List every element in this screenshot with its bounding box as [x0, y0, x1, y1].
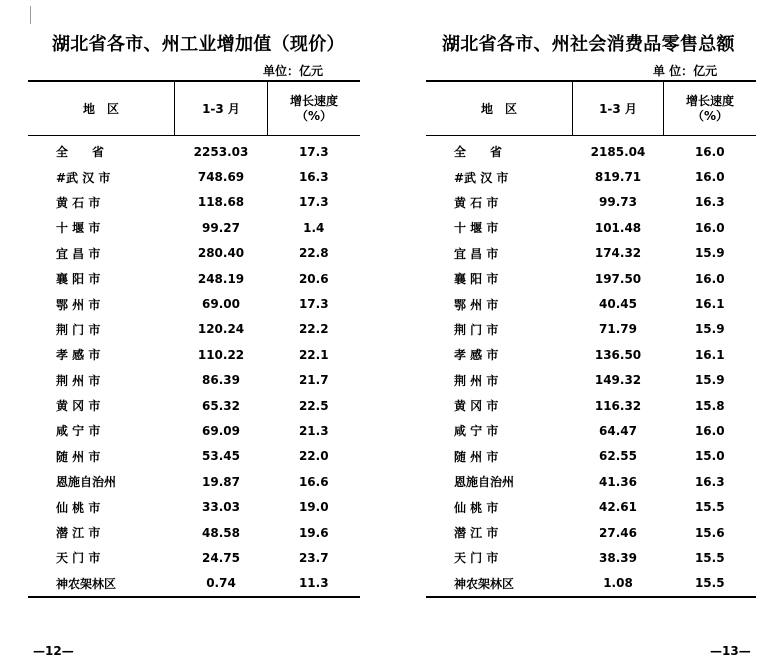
growth-cell: 16.0	[694, 170, 725, 185]
value-cell: 38.39	[599, 550, 637, 565]
value-cell: 69.09	[202, 423, 240, 438]
growth-cell: 16.6	[298, 474, 329, 489]
region-cell: 宜 昌 市	[454, 246, 499, 261]
table-row	[28, 215, 360, 240]
growth-cell: 15.5	[694, 500, 725, 515]
left-unit-label: 单位：亿元	[263, 64, 324, 78]
region-cell: 十 堰 市	[454, 221, 499, 236]
table-row	[28, 136, 360, 165]
growth-cell: 16.0	[694, 144, 725, 159]
growth-cell: 15.6	[694, 525, 725, 540]
value-cell: 748.69	[197, 170, 245, 185]
header-growth	[268, 81, 361, 136]
region-cell: 十 堰 市	[56, 221, 101, 236]
table-row	[426, 136, 756, 165]
region-cell: 仙 桃 市	[56, 500, 101, 515]
value-cell: 116.32	[594, 398, 642, 413]
region-cell: 全 省	[56, 145, 105, 160]
region-cell: 荆 州 市	[56, 373, 101, 388]
right-page-title: 湖北省各市、州社会消费品零售总额	[442, 34, 735, 55]
value-cell: 149.32	[594, 373, 642, 388]
growth-cell: 16.0	[694, 220, 725, 235]
table-row	[28, 469, 360, 494]
right-page-number: —13—	[710, 644, 751, 658]
region-cell: 神农架林区	[426, 571, 573, 597]
value-cell: 42.61	[599, 500, 637, 515]
value-cell: 101.48	[594, 220, 642, 235]
industrial-value-table	[28, 80, 360, 598]
growth-cell: 16.3	[694, 195, 725, 210]
header-period: 1-3 月	[175, 81, 268, 136]
left-page	[0, 0, 390, 668]
value-cell: 174.32	[594, 246, 642, 261]
value-cell: 136.50	[594, 347, 642, 362]
table-row	[426, 469, 756, 494]
value-cell: 0.74	[175, 571, 268, 597]
value-cell: 86.39	[202, 373, 240, 388]
value-cell: 69.00	[202, 297, 240, 312]
table-row	[28, 241, 360, 266]
crop-mark	[30, 6, 31, 24]
growth-cell: 22.1	[298, 347, 329, 362]
header-region: 地 区	[28, 81, 175, 136]
growth-cell: 22.0	[298, 449, 329, 464]
header-growth-unit: （%）	[691, 108, 729, 123]
region-cell: 天 门 市	[56, 551, 101, 566]
growth-cell: 16.0	[694, 423, 725, 438]
table-row	[426, 342, 756, 367]
region-cell: 恩施自治州	[454, 475, 515, 490]
region-cell: 荆 门 市	[454, 322, 499, 337]
region-cell: 潜 江 市	[454, 526, 499, 541]
region-cell: 黄 冈 市	[56, 399, 101, 414]
table-row	[426, 291, 756, 316]
right-page	[390, 0, 781, 668]
growth-cell: 22.5	[298, 398, 329, 413]
value-cell: 99.27	[202, 220, 240, 235]
region-cell: 随 州 市	[454, 449, 499, 464]
growth-cell: 16.1	[694, 297, 725, 312]
table-row	[426, 520, 756, 545]
growth-cell: 15.5	[694, 550, 725, 565]
table-row	[28, 291, 360, 316]
region-cell: 咸 宁 市	[56, 424, 101, 439]
table-row	[426, 317, 756, 342]
growth-cell: 1.4	[303, 220, 325, 235]
value-cell: 65.32	[202, 398, 240, 413]
table-row	[28, 393, 360, 418]
region-cell: 黄 石 市	[56, 195, 101, 210]
table-row	[28, 571, 360, 597]
table-row	[28, 494, 360, 519]
region-cell: 荆 州 市	[454, 373, 499, 388]
left-page-title: 湖北省各市、州工业增加值（现价）	[52, 34, 345, 55]
table-row	[426, 494, 756, 519]
region-cell: 孝 感 市	[56, 348, 101, 363]
growth-cell: 15.9	[694, 322, 725, 337]
value-cell: 19.87	[202, 474, 240, 489]
value-cell: 1.08	[573, 571, 664, 597]
region-cell: 黄 石 市	[454, 195, 499, 210]
table-row	[28, 317, 360, 342]
region-cell: 恩施自治州	[56, 475, 117, 490]
value-cell: 197.50	[594, 271, 642, 286]
growth-cell: 21.7	[298, 373, 329, 388]
table-row	[28, 520, 360, 545]
region-cell: 潜 江 市	[56, 526, 101, 541]
table-row	[426, 241, 756, 266]
table-row	[28, 444, 360, 469]
growth-cell: 16.1	[694, 347, 725, 362]
table-body	[28, 136, 360, 598]
table-row	[426, 545, 756, 570]
value-cell: 53.45	[202, 449, 240, 464]
region-cell: 黄 冈 市	[454, 399, 499, 414]
growth-cell: 22.8	[298, 246, 329, 261]
value-cell: 110.22	[197, 347, 245, 362]
table-row	[426, 190, 756, 215]
region-cell: #武 汉 市	[56, 170, 111, 185]
table-row	[28, 342, 360, 367]
table-row	[426, 215, 756, 240]
growth-cell: 22.2	[298, 322, 329, 337]
growth-cell: 21.3	[298, 423, 329, 438]
region-cell: 鄂 州 市	[56, 297, 101, 312]
value-cell: 2253.03	[193, 144, 249, 159]
left-page-number: —12—	[33, 644, 74, 658]
growth-cell: 16.3	[694, 474, 725, 489]
table-row	[426, 266, 756, 291]
value-cell: 280.40	[197, 246, 245, 261]
table-header-row	[28, 81, 360, 136]
value-cell: 33.03	[202, 500, 240, 515]
table-row	[426, 368, 756, 393]
value-cell: 819.71	[594, 170, 642, 185]
region-cell: 咸 宁 市	[454, 424, 499, 439]
table-row	[426, 164, 756, 189]
region-cell: #武 汉 市	[454, 170, 509, 185]
header-growth	[664, 81, 757, 136]
table-row	[28, 545, 360, 570]
growth-cell: 15.8	[694, 398, 725, 413]
value-cell: 64.47	[599, 423, 637, 438]
value-cell: 99.73	[599, 195, 637, 210]
value-cell: 48.58	[202, 525, 240, 540]
retail-sales-table	[426, 80, 756, 598]
growth-cell: 20.6	[298, 271, 329, 286]
value-cell: 62.55	[599, 449, 637, 464]
value-cell: 40.45	[599, 297, 637, 312]
region-cell: 襄 阳 市	[56, 272, 101, 287]
value-cell: 41.36	[599, 474, 637, 489]
header-period: 1-3 月	[573, 81, 664, 136]
region-cell: 鄂 州 市	[454, 297, 499, 312]
value-cell: 2185.04	[590, 144, 646, 159]
table-header-row	[426, 81, 756, 136]
header-growth-unit: （%）	[295, 108, 333, 123]
growth-cell: 15.9	[694, 373, 725, 388]
region-cell: 孝 感 市	[454, 348, 499, 363]
header-growth-label: 增长速度	[685, 93, 734, 108]
growth-cell: 11.3	[268, 571, 361, 597]
growth-cell: 19.0	[298, 500, 329, 515]
value-cell: 71.79	[599, 322, 637, 337]
table-row	[426, 571, 756, 597]
table-row	[426, 418, 756, 443]
growth-cell: 19.6	[298, 525, 329, 540]
growth-cell: 16.3	[298, 170, 329, 185]
growth-cell: 16.0	[694, 271, 725, 286]
region-cell: 全 省	[454, 145, 503, 160]
growth-cell: 23.7	[298, 550, 329, 565]
growth-cell: 15.5	[664, 571, 757, 597]
table-row	[28, 164, 360, 189]
growth-cell: 15.0	[694, 449, 725, 464]
header-growth-label: 增长速度	[289, 93, 338, 108]
region-cell: 随 州 市	[56, 449, 101, 464]
value-cell: 120.24	[197, 322, 245, 337]
table-row	[426, 444, 756, 469]
growth-cell: 15.9	[694, 246, 725, 261]
value-cell: 118.68	[197, 195, 245, 210]
value-cell: 24.75	[202, 550, 240, 565]
region-cell: 襄 阳 市	[454, 272, 499, 287]
growth-cell: 17.3	[298, 195, 329, 210]
region-cell: 荆 门 市	[56, 322, 101, 337]
right-unit-label: 单 位：亿元	[653, 64, 718, 78]
growth-cell: 17.3	[298, 297, 329, 312]
growth-cell: 17.3	[298, 144, 329, 159]
table-row	[28, 190, 360, 215]
header-region: 地 区	[426, 81, 573, 136]
region-cell: 神农架林区	[28, 571, 175, 597]
region-cell: 宜 昌 市	[56, 246, 101, 261]
table-row	[28, 368, 360, 393]
table-row	[28, 418, 360, 443]
region-cell: 天 门 市	[454, 551, 499, 566]
table-row	[28, 266, 360, 291]
table-row	[426, 393, 756, 418]
value-cell: 248.19	[197, 271, 245, 286]
region-cell: 仙 桃 市	[454, 500, 499, 515]
table-body	[426, 136, 756, 598]
value-cell: 27.46	[599, 525, 637, 540]
